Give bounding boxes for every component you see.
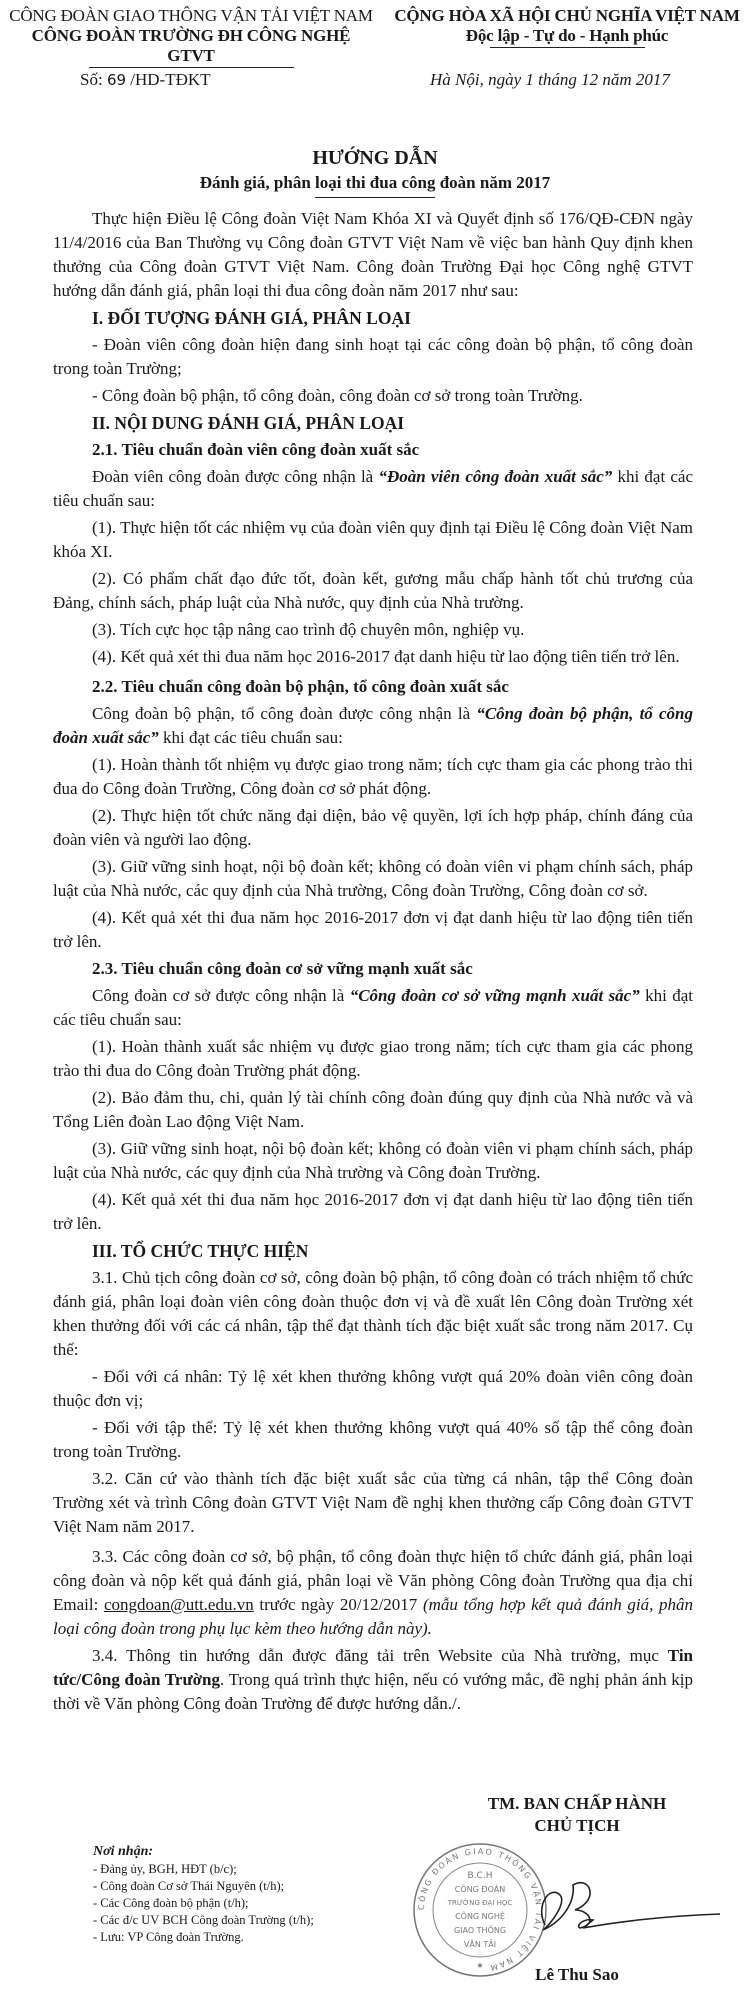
lead-paragraph [53,702,693,750]
paragraph-3-4 [53,1644,693,1716]
criteria-item: (3). Giữ vững sinh hoạt, nội bộ đoàn kết; không có đoàn viên vi phạm chính sách, pháp luật của Nhà nước, các quy định của Nhà trường và Công đoàn Trường. [53,1139,693,1182]
divider [89,67,294,68]
emphasis-text: “Công đoàn cơ sở vững mạnh xuất sắc” [349,986,640,1005]
criteria-item: (1). Hoàn thành xuất sắc nhiệm vụ được giao trong năm; tích cực tham gia các phong trào thi đua do Công đoàn Trường phát động. [53,1037,693,1080]
signature-position: CHỦ TỊCH [534,1816,620,1835]
issuing-org: CÔNG ĐOÀN TRƯỜNG ĐH CÔNG NGHỆ GTVT [31,26,351,65]
doc-number-value: 69 [106,71,127,89]
national-title: CỘNG HÒA XÃ HỘI CHỦ NGHĨA VIỆT NAM [394,6,740,25]
subsection-heading: 2.2. Tiêu chuẩn công đoàn bộ phận, tổ công đoàn xuất sắc [92,677,509,696]
lead-text: khi đạt các tiêu chuẩn sau: [53,986,693,1029]
stamp-star: ★ [476,1961,484,1970]
recipients-block [93,1843,314,1946]
section-heading: III. TỔ CHỨC THỰC HIỆN [92,1241,309,1261]
criteria-item: (2). Bảo đảm thu, chi, quản lý tài chính công đoàn đúng quy định của Nhà nước và và Tổng Liên đoàn Lao động Việt Nam. [53,1088,693,1131]
criteria-item: (3). Giữ vững sinh hoạt, nội bộ đoàn kết; không có đoàn viên vi phạm chính sách, pháp luật của Nhà nước, các quy định của Nhà trường, Công đoàn Trường, Công đoàn cơ sở. [53,857,693,900]
website-section-name: Tin tức/Công đoàn Trường [53,1646,693,1689]
document-body [53,207,693,1719]
doc-number-label: Số: [80,70,103,89]
paragraph-text: 3.3. Các công đoàn cơ sở, bộ phận, tổ công đoàn thực hiện tổ chức đánh giá, phân loại công đoàn và nộp kết quả đánh giá, phân loại về Văn phòng Công đoàn Trường qua địa chỉ Email: [53,1547,693,1614]
lead-text: khi đạt các tiêu chuẩn sau: [53,467,694,510]
email-link[interactable]: congdoan@utt.edu.vn [103,1595,254,1614]
stamp-ring-text: CÔNG ĐOÀN GIAO THÔNG VẬN TẢI VIỆT NAM [416,1846,544,1973]
stamp-line: VẬN TẢI [463,1940,497,1949]
title-subtitle: Đánh giá, phân loại thi đua công đoàn năm 2017 [199,173,551,192]
criteria-item: (4). Kết quả xét thi đua năm học 2016-2017 đạt danh hiệu từ lao động tiên tiến trở lên. [92,647,680,666]
section-heading: I. ĐỐI TƯỢNG ĐÁNH GIÁ, PHÂN LOẠI [92,308,411,328]
subsection-heading: 2.1. Tiêu chuẩn đoàn viên công đoàn xuất sắc [92,440,420,459]
signature-title: TM. BAN CHẤP HÀNH [487,1794,667,1813]
paragraph-3-1-collective: - Đối với tập thể: Tỷ lệ xét khen thưởng không vượt quá 40% số tập thể công đoàn trong toàn Trường. [53,1418,693,1461]
recipient-item: - Các Công đoàn bộ phận (t/h); [93,1896,249,1910]
note-text: (mẫu tổng hợp kết quả đánh giá, phân loại công đoàn trong phụ lục kèm theo hướng dẫn này). [53,1595,694,1638]
paragraph-3-1-individual: - Đối với cá nhân: Tỷ lệ xét khen thưởng không vượt quá 20% đoàn viên công đoàn thuộc đơn vị; [53,1367,693,1410]
list-item: - Công đoàn bộ phận, tổ công đoàn, công đoàn cơ sở trong toàn Trường. [92,386,583,405]
lead-text: khi đạt các tiêu chuẩn sau: [158,728,343,747]
section-heading: II. NỘI DUNG ĐÁNH GIÁ, PHÂN LOẠI [92,413,405,433]
criteria-item: (3). Tích cực học tập nâng cao trình độ chuyên môn, nghiệp vụ. [92,620,525,639]
issuer-header [6,6,376,68]
paragraph-text: 3.4. Thông tin hướng dẫn được đăng tải trên Website của Nhà trường, mục [92,1646,668,1665]
recipients-title: Nơi nhận: [93,1844,154,1859]
national-header [392,6,742,48]
criteria-item: (1). Thực hiện tốt các nhiệm vụ của đoàn viên quy định tại Điều lệ Công đoàn Việt Nam khóa XI. [53,518,693,561]
subsection-heading: 2.3. Tiêu chuẩn công đoàn cơ sở vững mạnh xuất sắc [92,959,473,978]
paragraph-3-3 [53,1545,693,1641]
recipient-item: - Đảng ủy, BGH, HĐT (b/c); [93,1862,237,1876]
emphasis-text: “Đoàn viên công đoàn xuất sắc” [378,467,613,486]
handwritten-signature-icon [505,1870,725,1950]
lead-paragraph [53,465,693,513]
recipient-item: - Công đoàn Cơ sở Thái Nguyên (t/h); [93,1879,285,1893]
national-motto: Độc lập - Tự do - Hạnh phúc [465,26,669,45]
signatory-name: Lê Thu Sao [535,1965,619,1984]
lead-text: Công đoàn bộ phận, tổ công đoàn được công nhận là [92,704,477,723]
document-number [80,70,211,90]
criteria-item: (4). Kết quả xét thi đua năm học 2016-2017 đơn vị đạt danh hiệu từ lao động tiên tiến trở lên. [53,1190,693,1233]
lead-text: Đoàn viên công đoàn được công nhận là [92,467,379,486]
stamp-line: CÔNG ĐOÀN [454,1885,506,1894]
lead-text: Công đoàn cơ sở được công nhận là [92,986,350,1005]
criteria-item: (1). Hoàn thành tốt nhiệm vụ được giao trong năm; tích cực tham gia các phong trào thi đua do Công đoàn Trường, Công đoàn cơ sở phát động. [53,755,693,798]
stamp-line: B.C.H [467,1871,493,1881]
recipient-item: - Lưu: VP Công đoàn Trường. [93,1930,244,1944]
stamp-line: GIAO THÔNG [453,1926,507,1935]
stamp-line: CÔNG NGHỆ [455,1912,505,1921]
title-main: HƯỚNG DẪN [312,147,438,169]
place-date: Hà Nội, ngày 1 tháng 12 năm 2017 [430,70,670,89]
divider [490,47,645,48]
intro-paragraph: Thực hiện Điều lệ Công đoàn Việt Nam Khóa XI và Quyết định số 176/QĐ-CĐN ngày 11/4/2016 của Ban Thường vụ Công đoàn GTVT Việt Nam về việc ban hành Quy định khen thưởng của Công đoàn GTVT Việt Nam. Công đoàn Trường Đại học Công nghệ GTVT hướng dẫn đánh giá, phân loại thi đua công đoàn năm 2017 như sau: [53,209,693,300]
emphasis-text: “Công đoàn bộ phận, tổ công đoàn xuất sắc” [53,704,693,747]
lead-paragraph [53,984,693,1032]
criteria-item: (2). Thực hiện tốt chức năng đại diện, bảo vệ quyền, lợi ích hợp pháp, chính đáng của đoàn viên và người lao động. [53,806,693,849]
parent-org: CÔNG ĐOÀN GIAO THÔNG VẬN TẢI VIỆT NAM [9,6,373,25]
criteria-item: (2). Có phẩm chất đạo đức tốt, đoàn kết, gương mẫu chấp hành tốt chủ trương của Đảng, chính sách, pháp luật của Nhà nước, quy định của Nhà trường. [53,569,693,612]
paragraph-3-2: 3.2. Căn cứ vào thành tích đặc biệt xuất sắc của từng cá nhân, tập thể Công đoàn Trường xét và trình Công đoàn GTVT Việt Nam đề nghị khen thưởng cấp Công đoàn GTVT Việt Nam năm 2017. [53,1469,693,1536]
paragraph-text: . Trong quá trình thực hiện, nếu có vướng mắc, đề nghị phản ánh kịp thời về Văn phòng Công đoàn Trường để được hướng dẫn./. [53,1670,693,1713]
divider [315,197,435,198]
recipient-item: - Các đ/c UV BCH Công đoàn Trường (t/h); [93,1913,314,1927]
paragraph-text: trước ngày 20/12/2017 [253,1595,423,1614]
document-title [0,145,750,198]
doc-number-code: /HD-TĐKT [130,70,211,89]
stamp-line: TRƯỜNG ĐẠI HỌC [447,1899,513,1907]
criteria-item: (4). Kết quả xét thi đua năm học 2016-2017 đơn vị đạt danh hiệu từ lao động tiên tiến trở lên. [53,908,693,951]
list-item: - Đoàn viên công đoàn hiện đang sinh hoạt tại các công đoàn bộ phận, tổ công đoàn trong toàn Trường; [53,335,693,378]
paragraph-3-1: 3.1. Chủ tịch công đoàn cơ sở, công đoàn bộ phận, tổ công đoàn có trách nhiệm tổ chức đánh giá, phân loại đoàn viên công đoàn thuộc đơn vị và đề xuất lên Công đoàn Trường xét khen thưởng đối với các cá nhân, tập thể đạt thành tích đặc biệt xuất sắc trong năm 2017. Cụ thể: [53,1268,693,1359]
